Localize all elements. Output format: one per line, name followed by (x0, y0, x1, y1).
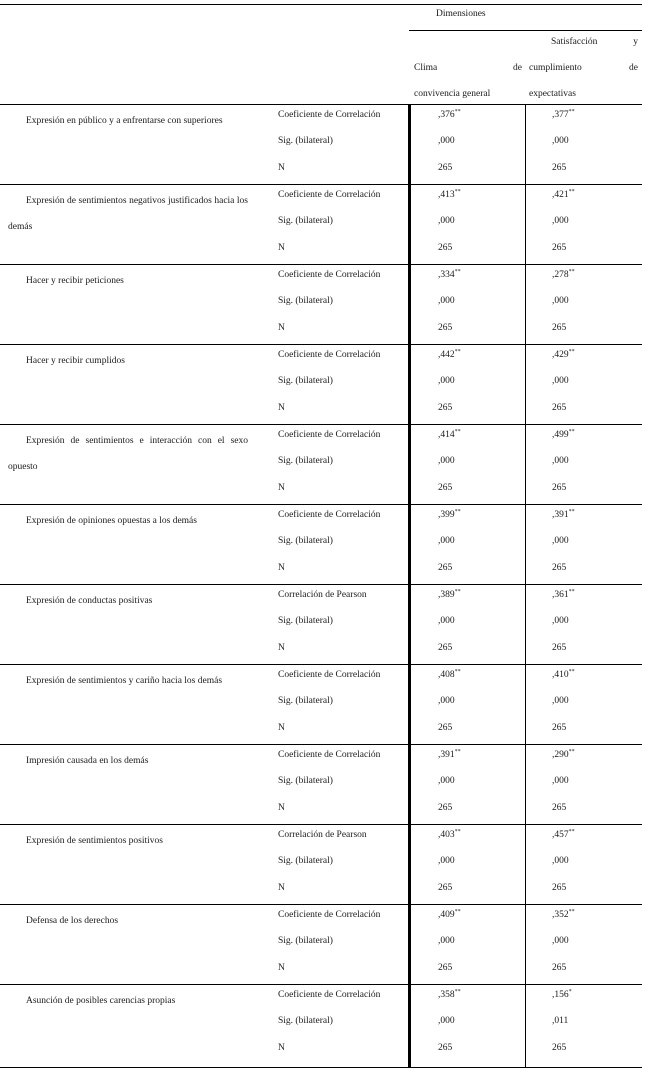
satisfaccion-sig: ,000 (552, 136, 569, 146)
clima-coef: ,399** (438, 509, 461, 520)
stat-label-n: N (278, 803, 285, 813)
table-row-group (0, 105, 642, 185)
clima-n: 265 (438, 963, 453, 973)
stat-label-coef: Coeficiente de Correlación (278, 670, 381, 680)
significance-mark: * (568, 989, 572, 995)
satisfaccion-n: 265 (552, 963, 567, 973)
table-row-group (0, 505, 642, 585)
significance-mark: ** (454, 509, 461, 515)
clima-coef: ,403** (438, 829, 461, 840)
significance-mark: ** (454, 269, 461, 275)
variable-label: Asunción de posibles carencias propias (26, 996, 176, 1006)
table-row-group (0, 665, 642, 745)
satisfaccion-coef: ,410** (552, 669, 575, 680)
significance-mark: ** (454, 749, 461, 755)
satisfaccion-sig: ,000 (552, 616, 569, 626)
header-line: convivencia general (414, 89, 491, 99)
satisfaccion-coef: ,499** (552, 429, 575, 440)
table-row-group (0, 185, 642, 265)
clima-coef: ,389** (438, 589, 461, 600)
stat-label-sig: Sig. (bilateral) (278, 136, 333, 146)
satisfaccion-n: 265 (552, 323, 567, 333)
variable-label: Hacer y recibir cumplidos (26, 356, 125, 366)
satisfaccion-n: 265 (552, 1043, 567, 1053)
clima-coef: ,358** (438, 989, 461, 1000)
satisfaccion-coef: ,421** (552, 189, 575, 200)
stat-label-sig: Sig. (bilateral) (278, 616, 333, 626)
column-header-clima (414, 55, 522, 107)
satisfaccion-n: 265 (552, 723, 567, 733)
satisfaccion-sig: ,000 (552, 776, 569, 786)
stat-label-n: N (278, 403, 285, 413)
significance-mark: ** (568, 109, 575, 115)
variable-label: Impresión causada en los demás (26, 756, 149, 766)
stat-label-sig: Sig. (bilateral) (278, 376, 333, 386)
column-divider-thick (408, 105, 411, 1068)
satisfaccion-sig: ,000 (552, 216, 569, 226)
variable-label: Expresión de sentimientos positivos (26, 836, 163, 846)
clima-sig: ,000 (438, 536, 455, 546)
variable-label: Expresión de opiniones opuestas a los demás (26, 516, 197, 526)
clima-n: 265 (438, 323, 453, 333)
clima-n: 265 (438, 163, 453, 173)
clima-n: 265 (438, 1043, 453, 1053)
dimensions-label: Dimensiones (436, 9, 486, 19)
stat-label-n: N (278, 963, 285, 973)
table-row-group (0, 425, 642, 505)
stat-label-n: N (278, 883, 285, 893)
satisfaccion-sig: ,000 (552, 296, 569, 306)
stat-label-n: N (278, 323, 285, 333)
variable-label: Expresión en público y a enfrentarse con superiores (26, 116, 223, 126)
header-line: Satisfacción y (551, 37, 638, 47)
satisfaccion-sig: ,000 (552, 536, 569, 546)
clima-sig: ,000 (438, 696, 455, 706)
clima-sig: ,000 (438, 216, 455, 226)
clima-sig: ,000 (438, 1016, 455, 1026)
clima-coef: ,408** (438, 669, 461, 680)
table-row-group (0, 985, 642, 1068)
significance-mark: ** (454, 669, 461, 675)
satisfaccion-coef: ,156* (552, 989, 572, 1000)
variable-label: Hacer y recibir peticiones (26, 276, 124, 286)
satisfaccion-n: 265 (552, 803, 567, 813)
stat-label-sig: Sig. (bilateral) (278, 936, 333, 946)
stat-label-coef: Coeficiente de Correlación (278, 190, 381, 200)
satisfaccion-n: 265 (552, 563, 567, 573)
clima-coef: ,409** (438, 909, 461, 920)
satisfaccion-sig: ,000 (552, 376, 569, 386)
significance-mark: ** (454, 349, 461, 355)
clima-sig: ,000 (438, 296, 455, 306)
satisfaccion-coef: ,429** (552, 349, 575, 360)
significance-mark: ** (568, 509, 575, 515)
stat-label-coef: Coeficiente de Correlación (278, 110, 381, 120)
clima-n: 265 (438, 243, 453, 253)
satisfaccion-coef: ,391** (552, 509, 575, 520)
stat-label-sig: Sig. (bilateral) (278, 696, 333, 706)
stat-label-coef: Correlación de Pearson (278, 830, 367, 840)
significance-mark: ** (568, 829, 575, 835)
significance-mark: ** (568, 349, 575, 355)
clima-coef: ,414** (438, 429, 461, 440)
clima-sig: ,000 (438, 616, 455, 626)
clima-coef: ,376** (438, 109, 461, 120)
clima-sig: ,000 (438, 776, 455, 786)
table-row-group (0, 745, 642, 825)
significance-mark: ** (454, 109, 461, 115)
stat-label-sig: Sig. (bilateral) (278, 856, 333, 866)
significance-mark: ** (568, 749, 575, 755)
stat-label-n: N (278, 243, 285, 253)
satisfaccion-coef: ,352** (552, 909, 575, 920)
clima-sig: ,000 (438, 136, 455, 146)
satisfaccion-n: 265 (552, 883, 567, 893)
stat-label-sig: Sig. (bilateral) (278, 216, 333, 226)
satisfaccion-coef: ,278** (552, 269, 575, 280)
stat-label-coef: Coeficiente de Correlación (278, 350, 381, 360)
stat-label-sig: Sig. (bilateral) (278, 456, 333, 466)
significance-mark: ** (568, 189, 575, 195)
significance-mark: ** (568, 669, 575, 675)
significance-mark: ** (568, 429, 575, 435)
stat-label-n: N (278, 643, 285, 653)
clima-n: 265 (438, 403, 453, 413)
clima-sig: ,000 (438, 456, 455, 466)
satisfaccion-sig: ,000 (552, 856, 569, 866)
clima-n: 265 (438, 563, 453, 573)
table-row-group (0, 585, 642, 665)
satisfaccion-sig: ,000 (552, 456, 569, 466)
table-row-group (0, 825, 642, 905)
clima-sig: ,000 (438, 856, 455, 866)
significance-mark: ** (454, 589, 461, 595)
header-line: cumplimiento de (529, 63, 638, 73)
satisfaccion-sig: ,000 (552, 936, 569, 946)
stat-label-coef: Coeficiente de Correlación (278, 270, 381, 280)
variable-label: Expresión de conductas positivas (26, 596, 153, 606)
column-divider-thin (525, 105, 526, 1068)
clima-sig: ,000 (438, 936, 455, 946)
significance-mark: ** (454, 189, 461, 195)
stat-label-sig: Sig. (bilateral) (278, 776, 333, 786)
clima-n: 265 (438, 883, 453, 893)
significance-mark: ** (568, 269, 575, 275)
satisfaccion-n: 265 (552, 243, 567, 253)
satisfaccion-coef: ,290** (552, 749, 575, 760)
column-header-satisfaccion (529, 29, 638, 107)
stat-label-coef: Coeficiente de Correlación (278, 430, 381, 440)
stat-label-n: N (278, 1043, 285, 1053)
clima-n: 265 (438, 723, 453, 733)
stat-label-n: N (278, 163, 285, 173)
clima-n: 265 (438, 483, 453, 493)
significance-mark: ** (568, 909, 575, 915)
stat-label-coef: Coeficiente de Correlación (278, 990, 381, 1000)
variable-label: Expresión de sentimientos e interacción con el sexo opuesto (8, 436, 248, 472)
variable-label: Expresión de sentimientos negativos justificados hacia los demás (8, 196, 248, 232)
significance-mark: ** (568, 589, 575, 595)
significance-mark: ** (454, 829, 461, 835)
table-row-group (0, 265, 642, 345)
header-line: expectativas (529, 89, 576, 99)
satisfaccion-n: 265 (552, 163, 567, 173)
clima-coef: ,413** (438, 189, 461, 200)
satisfaccion-n: 265 (552, 643, 567, 653)
stat-label-coef: Coeficiente de Correlación (278, 910, 381, 920)
clima-n: 265 (438, 803, 453, 813)
stat-label-n: N (278, 723, 285, 733)
clima-n: 265 (438, 643, 453, 653)
stat-label-sig: Sig. (bilateral) (278, 296, 333, 306)
stat-label-n: N (278, 483, 285, 493)
clima-coef: ,442** (438, 349, 461, 360)
variable-label: Defensa de los derechos (26, 916, 119, 926)
satisfaccion-coef: ,361** (552, 589, 575, 600)
table-header (0, 4, 642, 105)
significance-mark: ** (454, 429, 461, 435)
significance-mark: ** (454, 909, 461, 915)
significance-mark: ** (454, 989, 461, 995)
stat-label-coef: Coeficiente de Correlación (278, 750, 381, 760)
satisfaccion-coef: ,457** (552, 829, 575, 840)
table-row-group (0, 345, 642, 425)
stat-label-coef: Correlación de Pearson (278, 590, 367, 600)
satisfaccion-coef: ,377** (552, 109, 575, 120)
table-row-group (0, 905, 642, 985)
satisfaccion-sig: ,000 (552, 696, 569, 706)
stat-label-coef: Coeficiente de Correlación (278, 510, 381, 520)
clima-coef: ,334** (438, 269, 461, 280)
stat-label-n: N (278, 563, 285, 573)
variable-label: Expresión de sentimientos y cariño hacia los demás (26, 676, 223, 686)
satisfaccion-n: 265 (552, 483, 567, 493)
header-line: Clima de (414, 63, 522, 73)
satisfaccion-sig: ,011 (552, 1016, 569, 1026)
clima-sig: ,000 (438, 376, 455, 386)
clima-coef: ,391** (438, 749, 461, 760)
satisfaccion-n: 265 (552, 403, 567, 413)
stat-label-sig: Sig. (bilateral) (278, 536, 333, 546)
stat-label-sig: Sig. (bilateral) (278, 1016, 333, 1026)
